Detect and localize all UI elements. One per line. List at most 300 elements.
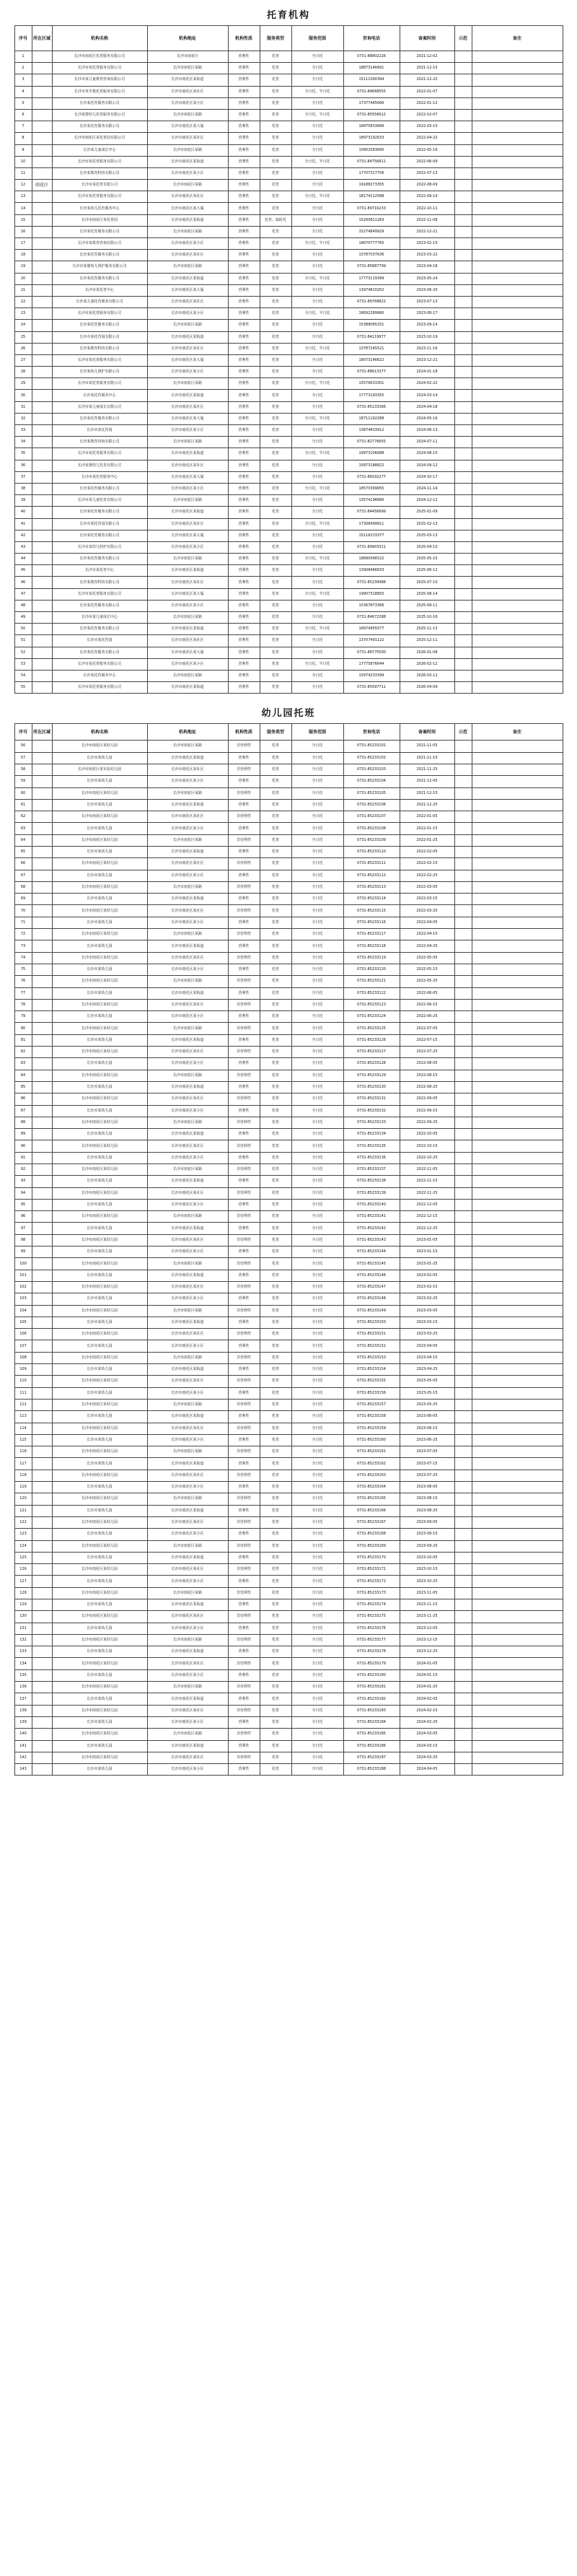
table-row: [14, 929, 563, 940]
table-cell: 长沙市雨花区某路: [147, 180, 228, 191]
table-cell: 长沙市某托育服务有限公司: [52, 308, 147, 320]
table-cell: 长沙市雨花区某社区: [147, 1281, 228, 1293]
table-cell: [472, 413, 563, 424]
table-cell: 非营利性: [228, 1611, 260, 1623]
table-cell: 托育: [260, 1752, 291, 1763]
table-row: [14, 1493, 563, 1505]
table-cell: 托育: [260, 752, 291, 764]
table-cell: 40: [14, 507, 32, 518]
table-cell: 长沙市雨花区某街道: [147, 1223, 228, 1234]
table-cell: [472, 658, 563, 670]
table-cell: 长沙市雨花区某小区: [147, 1246, 228, 1258]
table-cell: 长沙市雨花区某小区: [147, 238, 228, 250]
table-cell: 长沙某托育服务有限公司: [52, 250, 147, 261]
table-cell: 全日托: [291, 1305, 343, 1317]
table-cell: 0731-85233102: [343, 752, 400, 764]
table-cell: 全日托: [291, 670, 343, 681]
table-cell: [454, 787, 472, 799]
table-cell: 长沙市雨花区某小区: [147, 1669, 228, 1681]
table-row: [14, 565, 563, 577]
table-cell: [472, 390, 563, 401]
table-cell: 87: [14, 1105, 32, 1117]
table-cell: 0731-85233147: [343, 1281, 400, 1293]
table-cell: 全日托: [291, 1446, 343, 1458]
table-cell: 0731-85233183: [343, 1705, 400, 1716]
table-cell: 营利性: [228, 1199, 260, 1210]
table-row: [14, 1093, 563, 1105]
table-cell: 20: [14, 273, 32, 284]
table-cell: 2023-09-05: [400, 1516, 454, 1528]
table-cell: 托育: [260, 507, 291, 518]
table-cell: 2022-03-05: [400, 881, 454, 893]
table-cell: 2021-12-02: [400, 51, 454, 63]
table-cell: [32, 787, 52, 799]
table-cell: [472, 1552, 563, 1563]
table-cell: [472, 940, 563, 952]
table-cell: [472, 1317, 563, 1328]
table-cell: 长沙市雨花区某小区: [147, 1011, 228, 1023]
table-cell: 63: [14, 823, 32, 834]
table-cell: 非营利性: [228, 1540, 260, 1552]
table-cell: 0731-85887799: [343, 261, 400, 273]
table-cell: 营利性: [228, 74, 260, 86]
table-row: [14, 1246, 563, 1258]
table-cell: 托育: [260, 1305, 291, 1317]
table-cell: 长沙市雨花区某小区: [147, 308, 228, 320]
table-cell: 0731-85233117: [343, 929, 400, 940]
table-cell: 2025-07-10: [400, 577, 454, 588]
table-cell: [454, 156, 472, 167]
column-header: 服务范围: [291, 26, 343, 51]
table-cell: 57: [14, 752, 32, 764]
table-cell: 托育: [260, 600, 291, 611]
table-row: [14, 764, 563, 775]
table-cell: 长沙某托育服务有限公司: [52, 320, 147, 331]
table-cell: 营利性: [228, 658, 260, 670]
table-cell: 营利性: [228, 799, 260, 811]
table-cell: 长沙市某儿童成长中心: [52, 612, 147, 624]
table-cell: [472, 870, 563, 881]
table-cell: [454, 1293, 472, 1305]
table-cell: 61: [14, 799, 32, 811]
table-cell: 137: [14, 1693, 32, 1705]
table-row: [14, 448, 563, 460]
table-cell: [454, 588, 472, 600]
table-cell: 长沙市雨花区某幼儿园: [52, 787, 147, 799]
table-cell: [472, 74, 563, 86]
table-cell: 长沙市某幼儿园: [52, 1482, 147, 1493]
table-cell: 非营利性: [228, 1164, 260, 1176]
table-cell: [472, 133, 563, 144]
table-cell: 长沙市某托育有限公司: [52, 180, 147, 191]
table-cell: [454, 1305, 472, 1317]
table-cell: 托育: [260, 1740, 291, 1752]
table-cell: 2022-12-25: [400, 1223, 454, 1234]
table-cell: 13908466633: [343, 565, 400, 577]
table-cell: 托育: [260, 448, 291, 460]
table-cell: 1: [14, 51, 32, 63]
table-cell: 47: [14, 588, 32, 600]
table-cell: 长沙市雨花区某幼儿园: [52, 1329, 147, 1340]
table-cell: 长沙市雨花区某小区: [147, 367, 228, 378]
table-cell: [32, 226, 52, 237]
table-cell: 非营利性: [228, 1117, 260, 1128]
table-cell: [32, 682, 52, 694]
table-cell: [32, 167, 52, 179]
table-cell: 托育: [260, 1764, 291, 1776]
table-cell: 91: [14, 1152, 32, 1163]
table-cell: 2022-05-25: [400, 976, 454, 987]
table-cell: 长沙某托育服务中心: [52, 670, 147, 681]
table-cell: 70: [14, 905, 32, 917]
table-cell: 54: [14, 670, 32, 681]
table-cell: [454, 999, 472, 1010]
table-cell: [472, 1364, 563, 1376]
table-cell: 0731-82776655: [343, 437, 400, 448]
table-cell: [32, 1011, 52, 1023]
table-cell: 全日托: [291, 612, 343, 624]
table-cell: 长沙市某托育园: [52, 425, 147, 437]
table-cell: [472, 1034, 563, 1046]
column-header: 备注: [472, 724, 563, 741]
table-cell: 营利性: [228, 1317, 260, 1328]
table-cell: 109: [14, 1364, 32, 1376]
table-cell: 全日托: [291, 635, 343, 647]
table-cell: 托育: [260, 530, 291, 541]
table-cell: [32, 658, 52, 670]
table-cell: 0731-85233129: [343, 1070, 400, 1081]
column-header: 机构性质: [228, 26, 260, 51]
table-row: [14, 1352, 563, 1363]
table-cell: 长沙市雨花区某幼儿园: [52, 1516, 147, 1528]
table-cell: 2024-02-25: [400, 1716, 454, 1728]
table-row: [14, 1682, 563, 1693]
column-header: 备案时间: [400, 26, 454, 51]
table-cell: [32, 144, 52, 156]
table-cell: 0731-85233116: [343, 917, 400, 928]
table-cell: 33: [14, 425, 32, 437]
table-cell: 44: [14, 554, 32, 565]
table-cell: [454, 425, 472, 437]
table-cell: [454, 261, 472, 273]
table-cell: 营利性: [228, 752, 260, 764]
table-row: [14, 1034, 563, 1046]
table-cell: 13974810202: [343, 284, 400, 296]
table-cell: [472, 976, 563, 987]
table-cell: 营利性: [228, 413, 260, 424]
table-cell: [472, 1023, 563, 1034]
table-cell: 托育: [260, 1047, 291, 1058]
column-header: 序号: [14, 26, 32, 51]
table-cell: 长沙市雨花区某社区: [147, 250, 228, 261]
table-row: [14, 1223, 563, 1234]
table-cell: 18570399955: [343, 483, 400, 494]
table-cell: 0731-85233144: [343, 1246, 400, 1258]
table-cell: 托育: [260, 238, 291, 250]
table-cell: [32, 1411, 52, 1423]
table-cell: 123: [14, 1529, 32, 1540]
table-cell: [454, 273, 472, 284]
table-cell: 139: [14, 1716, 32, 1728]
table-cell: 15200811263: [343, 214, 400, 226]
table-cell: 94: [14, 1187, 32, 1199]
table-cell: 2023-08-17: [400, 308, 454, 320]
table-cell: 2023-07-15: [400, 1458, 454, 1470]
table-row: [14, 1716, 563, 1728]
table-cell: 0731-85233124: [343, 1011, 400, 1023]
table-cell: 2023-06-15: [400, 1423, 454, 1434]
table-row: [14, 74, 563, 86]
table-cell: [454, 658, 472, 670]
table-cell: [32, 834, 52, 846]
table-cell: [32, 929, 52, 940]
table-cell: 托育: [260, 1258, 291, 1270]
table-cell: [32, 1140, 52, 1152]
table-cell: 长沙市雨花区某小区: [147, 1105, 228, 1117]
table-cell: [472, 858, 563, 870]
table-cell: 10: [14, 156, 32, 167]
table-cell: 长沙市雨花区某路: [147, 226, 228, 237]
table-cell: [454, 437, 472, 448]
table-cell: 2022-10-11: [400, 203, 454, 214]
table-row: [14, 144, 563, 156]
table-cell: 长沙市某幼儿园: [52, 1693, 147, 1705]
table-row: [14, 156, 563, 167]
table-cell: 营利性: [228, 1482, 260, 1493]
table-cell: 长沙市雨花区某幼儿园: [52, 1376, 147, 1387]
table-cell: [472, 917, 563, 928]
table-cell: 全日托: [291, 261, 343, 273]
table-cell: 营利性: [228, 273, 260, 284]
table-cell: 长沙市雨花区某幼儿园: [52, 1070, 147, 1081]
table-cell: [472, 577, 563, 588]
table-cell: 2023-10-19: [400, 331, 454, 343]
table-row: [14, 834, 563, 846]
table-cell: 托育: [260, 354, 291, 366]
table-cell: [32, 97, 52, 109]
table-cell: 长沙市雨花区某小区: [147, 1434, 228, 1446]
table-cell: [454, 1646, 472, 1658]
table-cell: 长沙市雨花区某幼儿园: [52, 1352, 147, 1363]
table-cell: 长沙市雨花区某幼儿园: [52, 881, 147, 893]
table-cell: 2023-12-15: [400, 1634, 454, 1646]
table-cell: 托育: [260, 1587, 291, 1599]
table-cell: 托育: [260, 284, 291, 296]
table-cell: 长沙市雨花区某社区: [147, 858, 228, 870]
table-cell: 135: [14, 1669, 32, 1681]
table-cell: 全日托: [291, 250, 343, 261]
table-cell: 2023-06-25: [400, 1434, 454, 1446]
table-cell: 长沙市某幼儿园: [52, 1552, 147, 1563]
table-cell: 长沙市雨花区某幼儿园: [52, 1423, 147, 1434]
table-cell: 2022-01-15: [400, 823, 454, 834]
table-cell: 0731-85233113: [343, 881, 400, 893]
table-cell: 长沙某婴幼儿托育服务有限公司: [52, 109, 147, 121]
table-cell: 0731-85233162: [343, 1458, 400, 1470]
table-cell: 长沙某教育咨询有限公司: [52, 437, 147, 448]
table-cell: 19973106688: [343, 448, 400, 460]
table-cell: 全日托: [291, 1270, 343, 1281]
table-cell: [32, 1364, 52, 1376]
table-cell: 非营利性: [228, 976, 260, 987]
table-cell: 营利性: [228, 296, 260, 307]
table-cell: 托育: [260, 1129, 291, 1140]
table-cell: [454, 1505, 472, 1516]
table-cell: 长沙市某托育服务有限公司: [52, 378, 147, 390]
table-cell: [454, 1540, 472, 1552]
table-cell: 托育: [260, 378, 291, 390]
table-cell: 86: [14, 1093, 32, 1105]
table-row: [14, 1611, 563, 1623]
table-cell: 营利性: [228, 1223, 260, 1234]
table-cell: 24: [14, 320, 32, 331]
table-cell: 18975833899: [343, 121, 400, 133]
table-cell: 全日托: [291, 565, 343, 577]
table-cell: 托育: [260, 401, 291, 413]
table-cell: 非营利性: [228, 1140, 260, 1152]
table-cell: 长沙市雨花区托育服务有限公司: [52, 51, 147, 63]
table-cell: 2024-03-14: [400, 390, 454, 401]
table-cell: 全日托: [291, 1081, 343, 1093]
table-cell: 长沙市雨花区某路: [147, 437, 228, 448]
table-cell: 长沙某幼儿托育服务中心: [52, 203, 147, 214]
table-cell: [472, 776, 563, 787]
table-cell: [32, 565, 52, 577]
table-cell: 长沙市某托育服务中心: [52, 471, 147, 483]
table-cell: 2021-12-15: [400, 63, 454, 74]
table-cell: 托育: [260, 1682, 291, 1693]
table-row: [14, 870, 563, 881]
table-cell: 136: [14, 1682, 32, 1693]
table-cell: 2023-11-25: [400, 1611, 454, 1623]
table-cell: [32, 1340, 52, 1352]
table-cell: 2025-08-14: [400, 588, 454, 600]
table-cell: 全日托: [291, 834, 343, 846]
table-row: [14, 1234, 563, 1246]
table-cell: [454, 121, 472, 133]
table-cell: 全日托: [291, 1129, 343, 1140]
table-cell: [472, 1293, 563, 1305]
table-cell: 托育: [260, 940, 291, 952]
table-cell: 2023-03-15: [400, 1317, 454, 1328]
table-cell: [454, 823, 472, 834]
table-cell: 全日托: [291, 507, 343, 518]
table-cell: 2024-12-12: [400, 495, 454, 507]
table-cell: 56: [14, 741, 32, 752]
table-cell: 托育: [260, 1623, 291, 1634]
table-cell: [472, 624, 563, 635]
table-cell: [32, 999, 52, 1010]
table-row: [14, 1058, 563, 1070]
table-cell: [32, 917, 52, 928]
table-cell: [472, 214, 563, 226]
table-row: [14, 846, 563, 857]
table-cell: 托育: [260, 541, 291, 553]
table-cell: 64: [14, 834, 32, 846]
table-cell: 长沙某托育服务有限公司: [52, 600, 147, 611]
table-cell: [32, 133, 52, 144]
table-cell: 全日托: [291, 858, 343, 870]
table-cell: [32, 976, 52, 987]
table-cell: 2023-12-21: [400, 354, 454, 366]
table-cell: 全日托: [291, 999, 343, 1010]
table-cell: 113: [14, 1411, 32, 1423]
column-header: 机构地址: [147, 26, 228, 51]
table-cell: 0731-85233115: [343, 905, 400, 917]
table-cell: [32, 1293, 52, 1305]
table-cell: 长沙市雨花区某幼儿园: [52, 1305, 147, 1317]
table-cell: [454, 1034, 472, 1046]
table-cell: 长沙市某幼儿园: [52, 1105, 147, 1117]
table-row: [14, 1705, 563, 1716]
table-cell: [32, 964, 52, 975]
table-cell: 17773119399: [343, 273, 400, 284]
table-cell: [454, 1764, 472, 1776]
table-cell: 2023-12-05: [400, 1623, 454, 1634]
table-cell: 2024-07-11: [400, 437, 454, 448]
table-cell: 长沙市雨花区某小区: [147, 1482, 228, 1493]
table-row: [14, 238, 563, 250]
table-cell: 全日托: [291, 1281, 343, 1293]
table-cell: 非营利性: [228, 1070, 260, 1081]
table-cell: 2023-03-05: [400, 1305, 454, 1317]
table-cell: 托育: [260, 1329, 291, 1340]
table-row: [14, 823, 563, 834]
table-row: [14, 1564, 563, 1576]
table-cell: 0731-85233123: [343, 999, 400, 1010]
table-cell: [32, 1482, 52, 1493]
table-cell: [32, 741, 52, 752]
table-cell: 2022-08-09: [400, 180, 454, 191]
table-row: [14, 1634, 563, 1646]
table-cell: 全日托、半日托: [291, 273, 343, 284]
table-cell: 非营利性: [228, 1564, 260, 1576]
table-cell: 81: [14, 1034, 32, 1046]
table-row: [14, 976, 563, 987]
table-cell: 长沙市雨花区某小区: [147, 1058, 228, 1070]
table-cell: 托育: [260, 1399, 291, 1410]
table-cell: [472, 834, 563, 846]
table-cell: 营利性: [228, 1387, 260, 1399]
table-cell: 长沙市某幼儿园: [52, 1740, 147, 1752]
table-cell: 长沙市某幼儿园: [52, 917, 147, 928]
table-cell: 全日托: [291, 881, 343, 893]
table-cell: 托育: [260, 1058, 291, 1070]
table-cell: [454, 1058, 472, 1070]
table-cell: 长沙市雨花区某幼儿园: [52, 1023, 147, 1034]
table-cell: [454, 320, 472, 331]
table-cell: 长沙市雨花区某路: [147, 976, 228, 987]
table-cell: 0731-88775500: [343, 647, 400, 658]
table-cell: 长沙市雨花区某小区: [147, 1199, 228, 1210]
table-cell: [32, 261, 52, 273]
table-cell: [32, 1599, 52, 1610]
table-cell: [472, 1493, 563, 1505]
table-cell: [454, 390, 472, 401]
table-cell: 长沙市雨花区某街道: [147, 1646, 228, 1658]
table-cell: [472, 541, 563, 553]
table-cell: [454, 226, 472, 237]
table-cell: 托育: [260, 460, 291, 471]
table-cell: [454, 1482, 472, 1493]
table-row: [14, 541, 563, 553]
table-cell: 97: [14, 1223, 32, 1234]
table-cell: 2022-10-25: [400, 1152, 454, 1163]
table-cell: 营利性: [228, 1034, 260, 1046]
table-cell: 营利性: [228, 401, 260, 413]
table-cell: 营利性: [228, 97, 260, 109]
table-cell: 0731-85233132: [343, 1105, 400, 1117]
